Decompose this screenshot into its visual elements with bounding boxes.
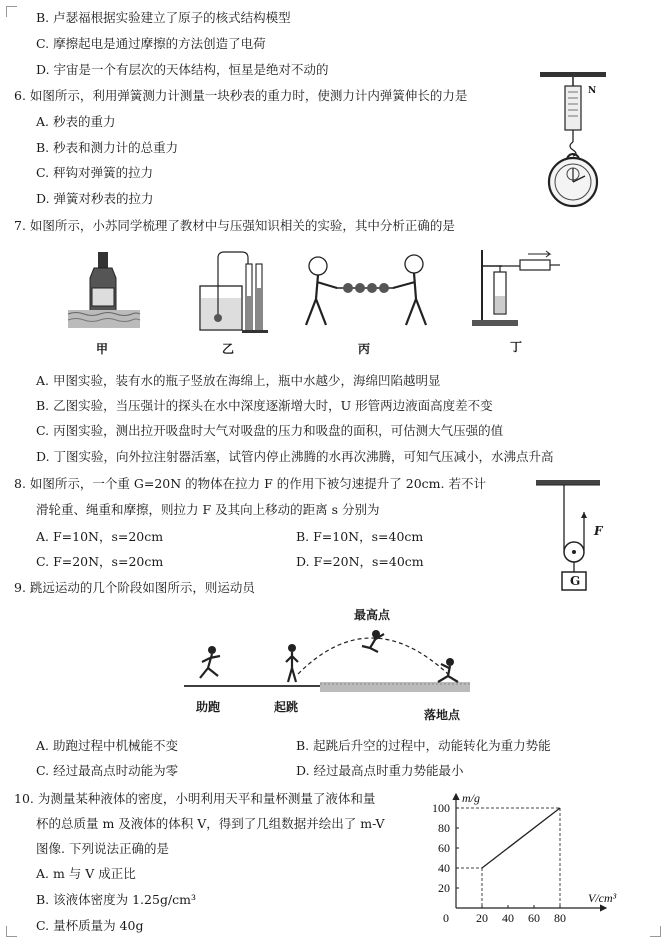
q9-option-b: B. 起跳后升空的过程中，动能转化为重力势能 [296,738,551,753]
q9-label-takeoff: 起跳 [274,700,299,714]
mv-x-tick-label: 20 [476,911,488,925]
mv-y-tick-label: 40 [438,861,450,875]
q6-option-a: A. 秒表的重力 [36,114,116,129]
q7-stem: 7. 如图所示，小苏同学梳理了教材中与压强知识相关的实验，其中分析正确的是 [14,218,455,233]
q5-option-d: D. 宇宙是一个有层次的天体结构，恒星是绝对不动的 [36,62,329,77]
corner-mark-bottom-right [650,926,661,937]
q7-option-b: B. 乙图实验，当压强计的探头在水中深度逐渐增大时，U 形管两边液面高度差不变 [36,398,493,413]
q7-figure-jia-bottle-on-sponge [64,248,144,334]
q7-option-c: C. 丙图实验，测出拉开吸盘时大气对吸盘的压力和吸盘的面积，可估测大气压强的值 [36,423,504,438]
mv-data-line [482,808,560,868]
q7-caption-ding: 丁 [510,340,523,354]
mv-y-tick-label: 20 [438,881,450,895]
q7-caption-yi: 乙 [222,342,235,356]
q8-option-b: B. F=10N，s=40cm [296,529,424,544]
q8-option-a: A. F=10N，s=20cm [36,529,164,544]
corner-mark-top-left [6,6,17,17]
q8-movable-pulley-figure [530,478,620,596]
q8-option-c: C. F=20N，s=20cm [36,554,164,569]
q5-option-b: B. 卢瑟福根据实验建立了原子的核式结构模型 [36,10,291,25]
mv-y-tick-label: 100 [432,801,450,815]
q9-option-d: D. 经过最高点时重力势能最小 [296,763,464,778]
spring-scale-stopwatch-figure [538,70,610,210]
q7-option-a: A. 甲图实验，装有水的瓶子竖放在海绵上，瓶中水越少，海绵凹陷越明显 [36,373,441,388]
mv-x-tick-label: 0 [443,911,449,925]
spring-scale-unit-label: N [588,86,597,96]
q9-label-landing-point: 落地点 [424,708,461,722]
q7-figure-bing-suction-cups [296,250,436,336]
q10-option-c: C. 量杯质量为 40g [36,918,144,933]
q9-label-highest-point: 最高点 [354,608,391,622]
q6-option-d: D. 弹簧对秒表的拉力 [36,191,154,206]
q6-stem: 6. 如图所示，利用弹簧测力计测量一块秒表的重力时，使测力计内弹簧伸长的力是 [14,88,468,103]
q9-option-c: C. 经过最高点时动能为零 [36,763,179,778]
q6-option-b: B. 秒表和测力计的总重力 [36,140,179,155]
q8-stem-line2: 滑轮重、绳重和摩擦，则拉力 F 及其向上移动的距离 s 分别为 [36,502,380,517]
mv-y-tick-label: 80 [438,821,450,835]
q9-label-run-up: 助跑 [196,700,221,714]
mv-x-axis-label: V/cm³ [588,891,617,905]
q8-stem-line1: 8. 如图所示，一个重 G=20N 的物体在拉力 F 的作用下被匀速提升了 20cm. 若不计 [14,476,486,491]
q10-option-a: A. m 与 V 成正比 [36,866,136,881]
q8-option-d: D. F=20N，s=40cm [296,554,424,569]
mv-graph-svg [420,786,620,926]
q9-stem: 9. 跳远运动的几个阶段如图所示，则运动员 [14,580,255,595]
q9-option-a: A. 助跑过程中机械能不变 [36,738,178,753]
corner-mark-bottom-left [6,926,17,937]
q10-option-b: B. 该液体密度为 1.25g/cm³ [36,892,197,907]
mv-y-tick-label: 60 [438,841,450,855]
q8-weight-label-g: G [570,574,581,588]
mv-y-axis-label: m/g [462,791,480,805]
q7-figure-ding-syringe-boiling [468,246,564,330]
mv-x-tick-label: 80 [554,911,566,925]
q7-caption-bing: 丙 [358,342,371,356]
q7-caption-jia: 甲 [96,342,109,356]
q7-option-d: D. 丁图实验，向外拉注射器活塞，试管内停止沸腾的水再次沸腾，可知气压减小，水沸点升高 [36,449,554,464]
q8-force-label-f: F [594,524,603,538]
q10-stem-line2: 杯的总质量 m 及液体的体积 V，得到了几组数据并绘出了 m-V [36,816,385,831]
q7-figure-yi-pressure-gauge [196,246,276,336]
q10-stem-line3: 图像. 下列说法正确的是 [36,841,169,856]
q6-option-c: C. 秤钩对弹簧的拉力 [36,165,154,180]
q5-option-c: C. 摩擦起电是通过摩擦的方法创造了电荷 [36,36,266,51]
q10-stem-line1: 10. 为测量某种液体的密度，小明利用天平和量杯测量了液体和量 [14,791,376,806]
mv-x-tick-label: 60 [528,911,540,925]
mv-x-tick-label: 40 [502,911,514,925]
mv-graph [420,786,620,926]
q9-long-jump-figure [180,604,480,724]
